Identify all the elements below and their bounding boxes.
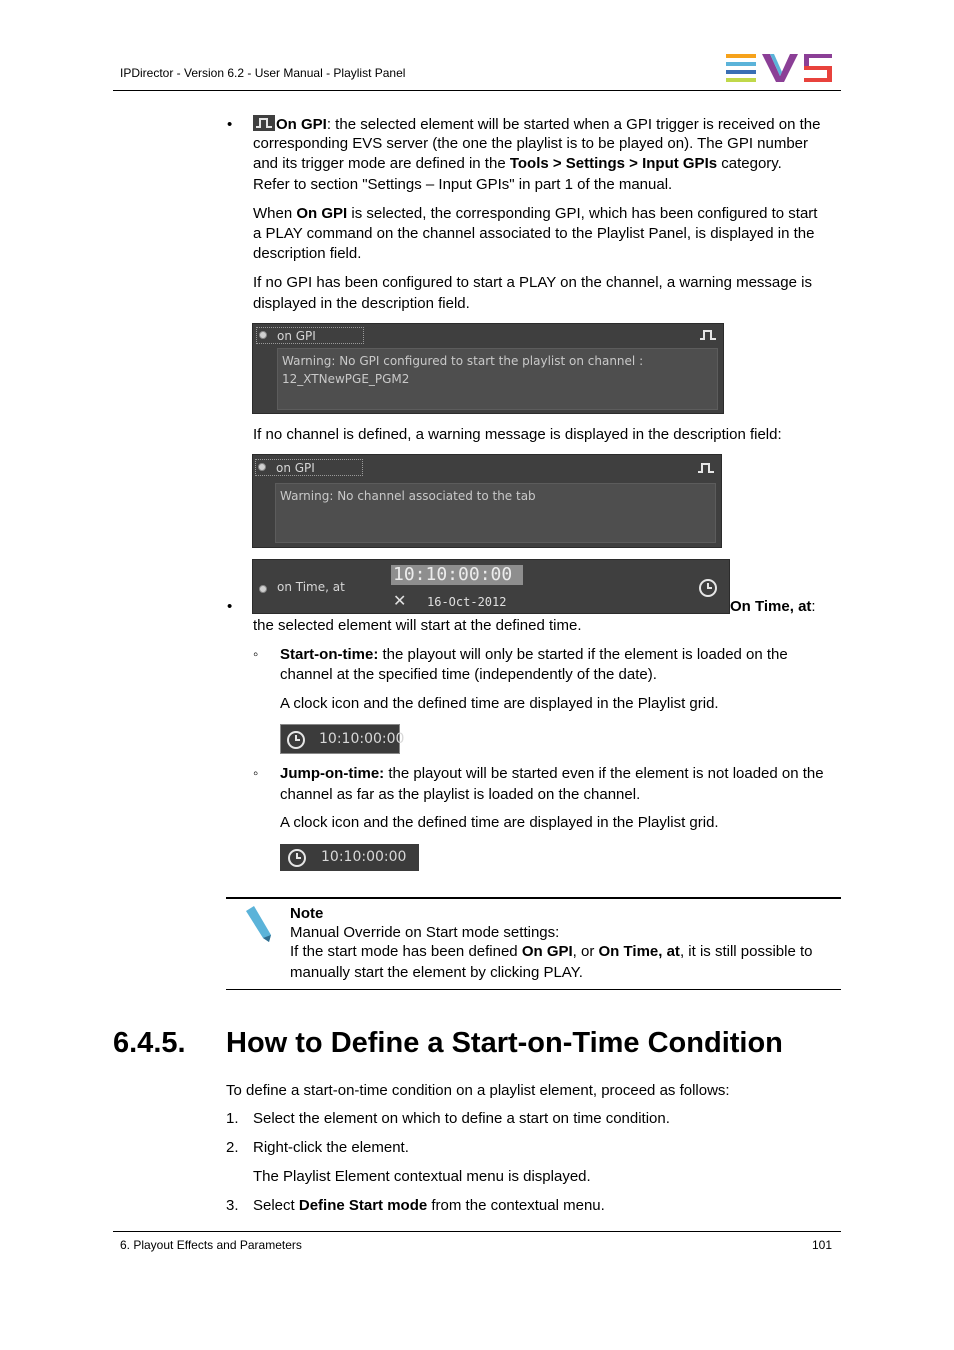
- warning-line1: Warning: No GPI configured to start the playlist on channel :: [282, 354, 644, 368]
- step-result: The Playlist Element contextual menu is displayed.: [253, 1168, 591, 1185]
- chip-time: 10:10:00:00: [319, 731, 405, 747]
- step-number: 3.: [226, 1197, 239, 1214]
- pencil-icon: [244, 905, 274, 943]
- time-field[interactable]: [391, 565, 523, 585]
- step-number: 1.: [226, 1110, 239, 1127]
- on-time-term: On Time, at:: [730, 598, 816, 615]
- on-gpi-label: on GPI: [256, 327, 364, 344]
- radio-on-time[interactable]: [259, 585, 267, 593]
- page-number: 101: [812, 1238, 833, 1252]
- evs-logo: [726, 54, 834, 82]
- on-gpi-label: on GPI: [255, 459, 363, 476]
- between-panels-text: If no channel is defined, a warning message is displayed in the description field:: [253, 426, 782, 443]
- on-time-line2: the selected element will start at the defined time.: [253, 617, 582, 634]
- on-gpi-para2-l2: a PLAY command on the channel associated to the Playlist Panel, is displayed in the: [253, 225, 815, 242]
- on-gpi-panel-no-gpi: [252, 323, 724, 414]
- jump-on-time-line1: Jump-on-time: the playout will be started even if the element is not loaded on the: [280, 765, 824, 782]
- header-rule: [113, 90, 841, 91]
- jump-on-time-para2: A clock icon and the defined time are displayed in the Playlist grid.: [280, 814, 719, 831]
- section-heading: How to Define a Start-on-Time Condition: [226, 1027, 783, 1059]
- step-text: Select the element on which to define a start on time condition.: [253, 1110, 670, 1127]
- on-gpi-paragraph: On GPI: the selected element will be started when a GPI trigger is received on the: [276, 116, 821, 133]
- procedure-intro: To define a start-on-time condition on a playlist element, proceed as follows:: [226, 1082, 730, 1099]
- time-value: 10:10:00:00: [393, 564, 513, 585]
- chip-time: 10:10:00:00: [321, 849, 407, 865]
- term-on-gpi: On GPI: [276, 116, 327, 133]
- clock-icon: [286, 730, 306, 750]
- jump-on-time-line2: channel as far as the playlist is loaded on the channel.: [280, 786, 641, 803]
- start-on-time-line1: Start-on-time: the playout will only be started if the element is loaded on the: [280, 646, 788, 663]
- note-line3: manually start the element by clicking PLAY.: [290, 964, 583, 981]
- bullet: •: [227, 116, 233, 133]
- on-time-panel: [252, 559, 730, 614]
- note-line1: Manual Override on Start mode settings:: [290, 924, 560, 941]
- bullet: •: [227, 598, 233, 615]
- note-bottom-rule: [226, 989, 841, 990]
- description-field[interactable]: [277, 348, 718, 410]
- on-time-label: on Time, at: [277, 580, 345, 594]
- clock-icon: [287, 848, 307, 868]
- date-value[interactable]: 16-Oct-2012: [427, 595, 507, 609]
- section-number: 6.4.5.: [113, 1027, 186, 1059]
- description-field[interactable]: [275, 483, 716, 543]
- on-gpi-line3: and its trigger mode are defined in the Tools > Settings > Input GPIs category.: [253, 155, 782, 172]
- on-gpi-line4: Refer to section "Settings – Input GPIs" in part 1 of the manual.: [253, 176, 673, 193]
- step-text: Select Define Start mode from the contextual menu.: [253, 1197, 605, 1214]
- note-title: Note: [290, 905, 324, 922]
- clock-icon[interactable]: [698, 578, 718, 598]
- start-on-time-para2: A clock icon and the defined time are displayed in the Playlist grid.: [280, 695, 719, 712]
- on-gpi-para3-l1: If no GPI has been configured to start a PLAY on the channel, a warning message is: [253, 274, 812, 291]
- note-top-rule: [226, 897, 841, 899]
- playlist-grid-time-chip: [280, 844, 419, 871]
- on-gpi-panel-no-channel: [252, 454, 722, 548]
- footer-rule: [113, 1231, 841, 1232]
- footer-chapter: 6. Playout Effects and Parameters: [120, 1238, 302, 1252]
- clear-x-icon[interactable]: ✕: [393, 591, 407, 610]
- step-text: Right-click the element.: [253, 1139, 409, 1156]
- header-title: IPDirector - Version 6.2 - User Manual - Playlist Panel: [120, 66, 406, 80]
- start-on-time-line2: channel at the specified time (independently of the date).: [280, 666, 657, 683]
- gpi-pulse-icon: [699, 328, 717, 342]
- gpi-pulse-icon: [697, 461, 715, 475]
- sub-bullet: ◦: [253, 646, 259, 663]
- sub-bullet: ◦: [253, 765, 259, 782]
- warning-text: Warning: No channel associated to the tab: [280, 489, 536, 503]
- on-gpi-para3-l2: displayed in the description field.: [253, 295, 470, 312]
- warning-line2: 12_XTNewPGE_PGM2: [282, 372, 410, 386]
- on-gpi-para2-l3: description field.: [253, 245, 362, 262]
- note-line2: If the start mode has been defined On GPI, or On Time, at, it is still possible to: [290, 943, 813, 960]
- playlist-grid-time-chip: [280, 724, 405, 754]
- gpi-pulse-icon: [253, 115, 275, 131]
- on-gpi-line2: corresponding EVS server (the one the playlist is to be played on). The GPI number: [253, 135, 809, 152]
- step-number: 2.: [226, 1139, 239, 1156]
- on-gpi-para2-l1: When On GPI is selected, the corresponding GPI, which has been configured to start: [253, 205, 818, 222]
